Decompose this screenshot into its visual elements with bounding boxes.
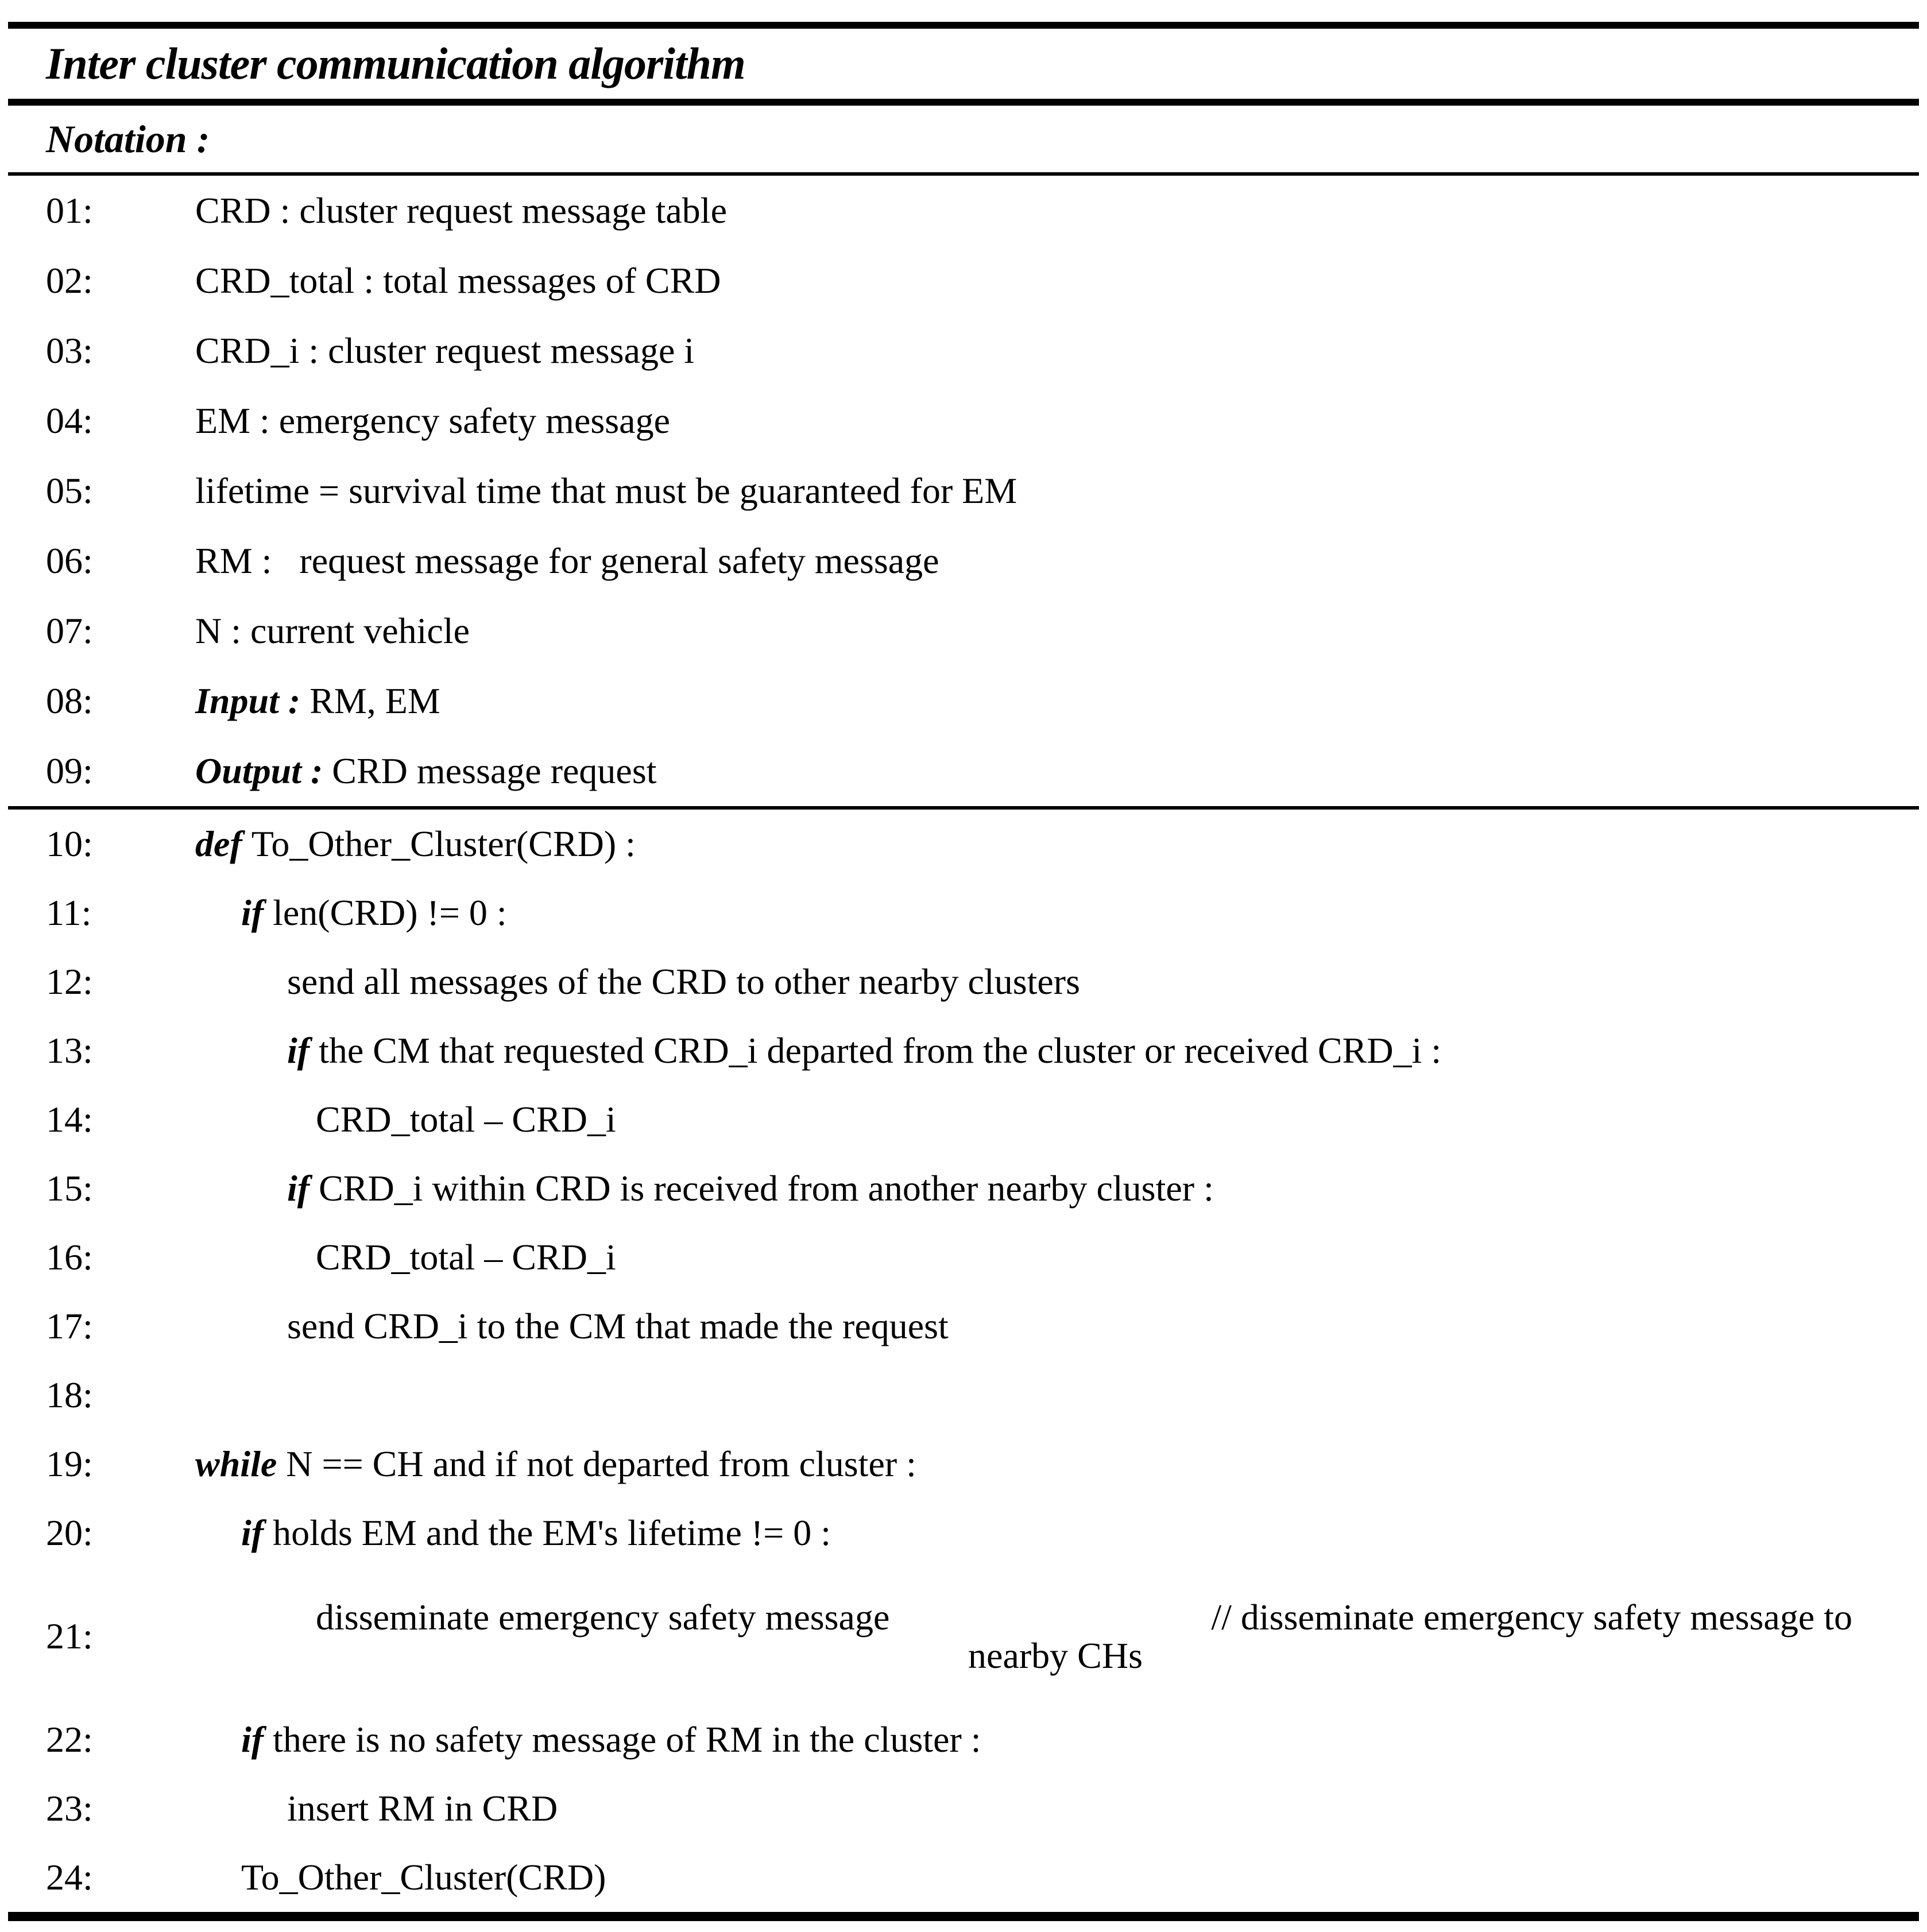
algorithm-line bbox=[0, 316, 1927, 386]
keyword: if bbox=[241, 1719, 273, 1760]
statement-line bbox=[195, 1598, 1916, 1636]
statement-text: lifetime = survival time that must be guaranteed for EM bbox=[195, 470, 1017, 512]
line-number: 21: bbox=[46, 1616, 93, 1657]
line-number: 17: bbox=[46, 1306, 93, 1347]
comment-wrap: nearby CHs bbox=[968, 1635, 1143, 1676]
line-number: 02: bbox=[46, 260, 93, 301]
algorithm-line bbox=[0, 1154, 1927, 1223]
line-content bbox=[195, 1169, 1927, 1207]
line-content bbox=[195, 1100, 1927, 1139]
line-content bbox=[195, 893, 1927, 932]
statement-text: CRD_total : total messages of CRD bbox=[195, 260, 721, 301]
line-content bbox=[195, 752, 1927, 790]
line-number: 06: bbox=[46, 540, 93, 582]
statement-text: disseminate emergency safety message bbox=[316, 1596, 890, 1637]
line-number: 19: bbox=[46, 1443, 93, 1485]
line-content bbox=[195, 1031, 1927, 1070]
line-number: 12: bbox=[46, 961, 93, 1002]
line-number: 10: bbox=[46, 823, 93, 865]
line-content bbox=[195, 331, 1927, 370]
line-number: 18: bbox=[46, 1375, 93, 1416]
keyword: if bbox=[287, 1168, 319, 1209]
algorithm-line bbox=[0, 1774, 1927, 1843]
statement-text: CRD_i within CRD is received from another nearby cluster : bbox=[319, 1168, 1214, 1209]
statement-text: EM : emergency safety message bbox=[195, 400, 670, 442]
line-content bbox=[195, 1598, 1927, 1675]
algorithm-line bbox=[0, 1016, 1927, 1085]
line-content bbox=[195, 1307, 1927, 1345]
keyword: if bbox=[241, 892, 273, 934]
keyword: def bbox=[195, 823, 251, 865]
statement-text: send CRD_i to the CM that made the request bbox=[287, 1306, 949, 1347]
line-number: 07: bbox=[46, 610, 93, 652]
algorithm-line bbox=[0, 1361, 1927, 1430]
line-content bbox=[195, 1513, 1927, 1552]
line-content bbox=[195, 611, 1927, 650]
algorithm-line bbox=[0, 1499, 1927, 1567]
statement-text: insert RM in CRD bbox=[287, 1788, 558, 1829]
algorithm-line bbox=[0, 810, 1927, 878]
line-number: 16: bbox=[46, 1237, 93, 1278]
statement-text: CRD_total – CRD_i bbox=[316, 1237, 616, 1278]
algorithm-line bbox=[0, 1430, 1927, 1499]
bottom-rule bbox=[8, 1912, 1919, 1921]
algorithm-line bbox=[0, 666, 1927, 736]
line-number: 20: bbox=[46, 1512, 93, 1554]
keyword: if bbox=[287, 1030, 319, 1071]
algorithm-line bbox=[0, 246, 1927, 316]
code-section bbox=[0, 810, 1927, 1912]
line-content bbox=[195, 1720, 1927, 1759]
line-number: 11: bbox=[46, 892, 92, 934]
algorithm-line bbox=[0, 176, 1927, 246]
line-content bbox=[195, 541, 1927, 580]
title-row bbox=[0, 29, 1927, 99]
line-content bbox=[195, 1789, 1927, 1828]
notation-section bbox=[0, 176, 1927, 806]
statement-text: RM, EM bbox=[309, 680, 440, 722]
statement-text: CRD_total – CRD_i bbox=[316, 1099, 616, 1140]
statement-text: CRD_i : cluster request message i bbox=[195, 330, 695, 371]
notation-heading: Notation : bbox=[46, 117, 210, 161]
line-number: 08: bbox=[46, 680, 93, 722]
statement-text: the CM that requested CRD_i departed from the cluster or received CRD_i : bbox=[319, 1030, 1442, 1071]
statement-text: N : current vehicle bbox=[195, 610, 470, 652]
line-number: 01: bbox=[46, 190, 93, 231]
algorithm-line bbox=[0, 1567, 1927, 1705]
keyword: while bbox=[195, 1443, 287, 1485]
line-number: 09: bbox=[46, 750, 93, 792]
algorithm-line bbox=[0, 596, 1927, 666]
algorithm-title: Inter cluster communication algorithm bbox=[46, 38, 745, 88]
algorithm-line bbox=[0, 1292, 1927, 1361]
algorithm-line bbox=[0, 526, 1927, 596]
algorithm-line bbox=[0, 1223, 1927, 1292]
statement-text: To_Other_Cluster(CRD) bbox=[241, 1857, 606, 1898]
line-content bbox=[195, 1238, 1927, 1276]
statement-text: len(CRD) != 0 : bbox=[273, 892, 507, 934]
inline-comment: // disseminate emergency safety message to bbox=[1211, 1596, 1852, 1637]
line-content bbox=[195, 824, 1927, 863]
statement-text: there is no safety message of RM in the cluster : bbox=[273, 1719, 981, 1760]
line-content bbox=[195, 1445, 1927, 1483]
line-content bbox=[195, 962, 1927, 1001]
algorithm-line bbox=[0, 947, 1927, 1016]
line-number: 03: bbox=[46, 330, 93, 371]
statement-text: holds EM and the EM's lifetime != 0 : bbox=[273, 1512, 831, 1554]
notation-heading-row bbox=[0, 106, 1927, 172]
line-number: 05: bbox=[46, 470, 93, 512]
algorithm-line bbox=[0, 386, 1927, 456]
statement-text: RM : request message for general safety message bbox=[195, 540, 939, 582]
algorithm-line bbox=[0, 736, 1927, 806]
statement-text: CRD message request bbox=[332, 750, 657, 792]
statement-text: send all messages of the CRD to other nearby clusters bbox=[287, 961, 1080, 1002]
algorithm-line bbox=[0, 878, 1927, 947]
line-content bbox=[195, 1858, 1927, 1896]
keyword: Input : bbox=[195, 680, 310, 722]
line-number: 13: bbox=[46, 1030, 93, 1071]
statement-text: To_Other_Cluster(CRD) : bbox=[251, 823, 636, 865]
keyword: if bbox=[241, 1512, 273, 1554]
algorithm-line bbox=[0, 456, 1927, 526]
line-number: 14: bbox=[46, 1099, 93, 1140]
line-content bbox=[195, 191, 1927, 230]
line-number: 23: bbox=[46, 1788, 93, 1829]
statement-text: CRD : cluster request message table bbox=[195, 190, 727, 231]
algorithm-line bbox=[0, 1085, 1927, 1154]
line-number: 04: bbox=[46, 400, 93, 442]
title-rule bbox=[8, 99, 1919, 106]
line-content bbox=[195, 401, 1927, 440]
top-rule bbox=[8, 22, 1919, 29]
keyword: Output : bbox=[195, 750, 332, 792]
algorithm-line bbox=[0, 1843, 1927, 1912]
statement-text: N == CH and if not departed from cluster : bbox=[286, 1443, 916, 1485]
line-content bbox=[195, 682, 1927, 720]
line-number: 15: bbox=[46, 1168, 93, 1209]
line-number: 22: bbox=[46, 1719, 93, 1760]
line-number: 24: bbox=[46, 1857, 93, 1898]
line-content bbox=[195, 471, 1927, 510]
line-content bbox=[195, 261, 1927, 300]
algorithm-line bbox=[0, 1705, 1927, 1774]
